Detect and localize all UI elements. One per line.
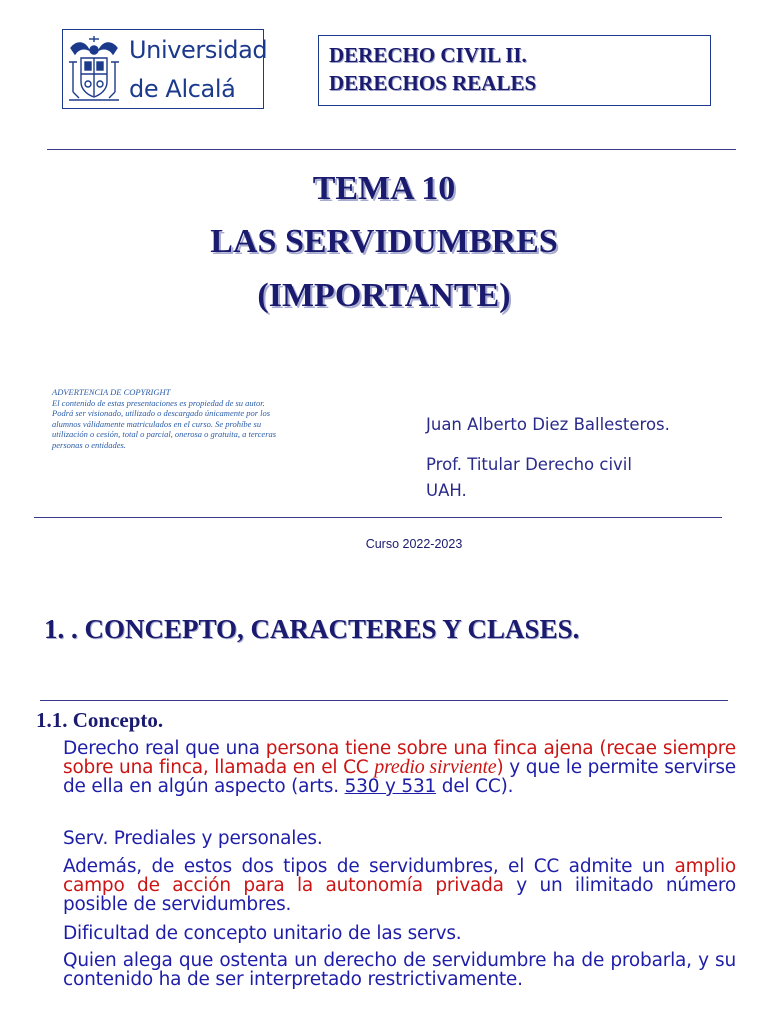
topic-note: (IMPORTANTE) [257,277,511,314]
author-institution: UAH. [426,481,467,500]
copyright-line: personas o entidades. [52,439,126,450]
course-title-line2: DERECHOS REALES [329,71,537,95]
copyright-line: El contenido de estas presentaciones es propiedad de su autor. [52,397,265,408]
divider-middle [34,517,722,518]
text-run: y que le permite servirse de ella en algún aspecto [63,757,736,797]
text-run-emphasis: predio sirviente [374,756,497,778]
university-logo [62,29,268,109]
course-title-box [318,35,711,106]
paragraph-types: Serv. Prediales y personales. [63,828,323,849]
copyright-notice [52,387,352,450]
logo-name-line2: de Alcalá [129,75,236,103]
text-run: del CC). [436,776,514,797]
text-run: (arts. [291,776,345,797]
article-link[interactable]: 530 y 531 [344,776,437,797]
divider-section [40,700,728,701]
text-run-highlight: persona tiene sobre una finca ajena (recae siempre sobre una finca, llamada en el CC [63,738,736,778]
author-position: Prof. Titular Derecho civil [426,455,632,474]
paragraph-autonomy [63,857,736,914]
paragraph-definition [63,739,736,796]
copyright-line: utilización o cesión, total o parcial, onerosa o gratuita, a terceras [52,429,277,439]
text-run-highlight: amplio campo de acción para la autonomía privada [63,856,736,896]
divider-top [47,149,736,150]
paragraph-difficulty: Dificultad de concepto unitario de las servs. [63,923,462,944]
copyright-line: alumnos válidamente matriculados en el curso. Se prohíbe su [52,418,262,429]
topic-number: TEMA 10 [312,170,456,207]
paragraph-proof: Quien alega que ostenta un derecho de servidumbre ha de probarla, y su contenido ha de ser interpretado restrictivamente. [63,950,736,990]
logo-name-line1: Universidad [129,36,268,64]
topic-title: LAS SERVIDUMBRES [210,223,558,260]
course-title-line1: DERECHO CIVIL II. [329,43,527,67]
section-heading: 1. . CONCEPTO, CARACTERES Y CLASES. [44,614,580,644]
author-name: Juan Alberto Diez Ballesteros. [426,415,670,434]
copyright-heading: ADVERTENCIA DE COPYRIGHT [52,387,171,397]
text-run: y un ilimitado número posible de servidumbres. [63,875,736,915]
academic-year: Curso 2022-2023 [365,537,463,551]
subsection-heading: 1.1. Concepto. [36,708,164,732]
copyright-line: Podrá ser visionado, utilizado o descargado únicamente por los [52,408,271,418]
university-crest-icon [65,32,123,106]
text-run: Derecho real que una [63,738,266,759]
text-run: Además, de estos dos tipos de servidumbres, el CC admite un [63,856,675,877]
text-run-highlight: ) [496,757,504,778]
